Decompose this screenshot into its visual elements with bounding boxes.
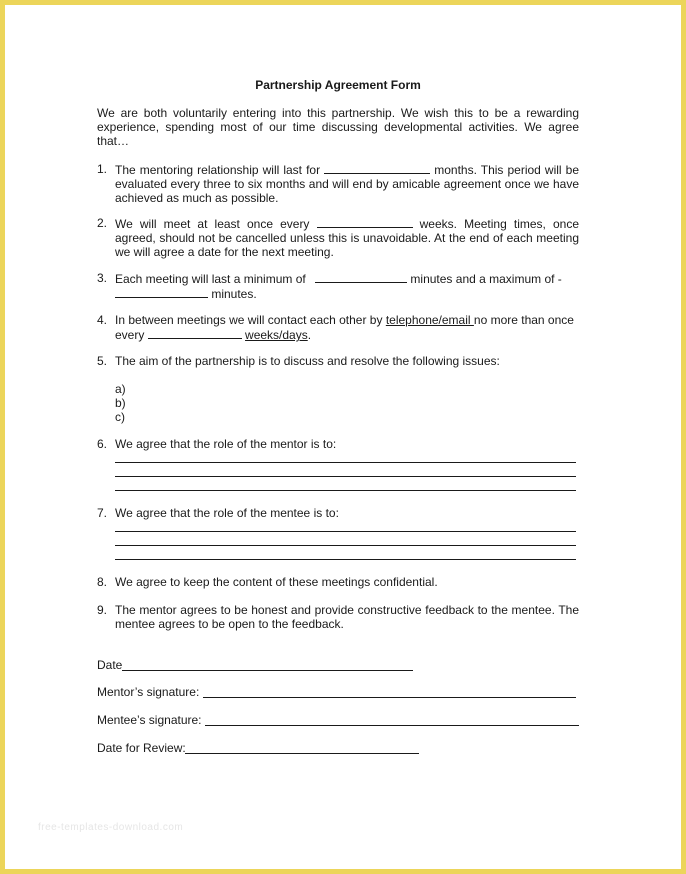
- item-body: We will meet at least once every weeks. Meeting times, once agreed, should not be cancelled unless this is unavoidable. At the end of each meeting we will agree a date for the next meeting.: [115, 217, 580, 259]
- item-body: We agree that the role of the mentor is to:: [115, 437, 337, 451]
- item-number: 7.: [97, 506, 108, 520]
- list-item-6: [97, 437, 579, 451]
- item-body: Each meeting will last a minimum of minutes and a maximum of - minutes.: [115, 272, 562, 301]
- mentor-role-line[interactable]: [115, 490, 576, 491]
- item-number: 3.: [97, 271, 108, 285]
- watermark: free-templates-download.com: [38, 822, 184, 833]
- mentee-signature-line[interactable]: [205, 725, 579, 726]
- mentee-role-line[interactable]: [115, 545, 576, 546]
- list-item-5: [97, 354, 579, 368]
- item-body: We agree to keep the content of these meetings confidential.: [115, 575, 438, 589]
- list-item-7: [97, 506, 579, 520]
- date-line[interactable]: [122, 670, 413, 671]
- mentor-role-line[interactable]: [115, 462, 576, 463]
- item-body: The mentor agrees to be honest and provide constructive feedback to the mentee. The mentee agrees to be open to the feedback.: [115, 603, 579, 631]
- frequency-unit-option[interactable]: weeks/days: [245, 328, 308, 342]
- item-body: The aim of the partnership is to discuss and resolve the following issues:: [115, 354, 500, 368]
- review-date-line[interactable]: [185, 753, 419, 754]
- minimum-minutes-blank[interactable]: [315, 271, 407, 283]
- mentee-role-line[interactable]: [115, 559, 576, 560]
- mentor-signature-label: Mentor’s signature:: [97, 685, 200, 699]
- contact-method-option[interactable]: telephone/email: [385, 313, 474, 327]
- list-item-4: [97, 313, 579, 342]
- list-item-3: [97, 271, 579, 301]
- date-label: Date: [97, 658, 123, 672]
- weeks-blank[interactable]: [317, 216, 413, 228]
- mentee-role-line[interactable]: [115, 531, 576, 532]
- issue-c: c): [115, 410, 125, 424]
- list-item-9: [97, 603, 579, 631]
- item-number: 8.: [97, 575, 108, 589]
- item-number: 4.: [97, 313, 108, 327]
- frequency-blank[interactable]: [148, 327, 242, 339]
- item-number: 6.: [97, 437, 108, 451]
- issue-a: a): [115, 382, 126, 396]
- mentor-role-line[interactable]: [115, 476, 576, 477]
- item-number: 2.: [97, 216, 108, 230]
- issue-b: b): [115, 396, 126, 410]
- item-number: 9.: [97, 603, 108, 617]
- item-number: 5.: [97, 354, 108, 368]
- list-item-8: [97, 575, 579, 589]
- review-date-label: Date for Review:: [97, 741, 186, 755]
- list-item-2: [97, 216, 579, 259]
- mentor-signature-line[interactable]: [203, 697, 576, 698]
- item-number: 1.: [97, 162, 108, 176]
- maximum-minutes-blank[interactable]: [115, 286, 208, 298]
- intro-paragraph: We are both voluntarily entering into this partnership. We wish this to be a rewarding experience, spending most of our time discussing developmental activities. We agree that…: [97, 106, 579, 148]
- mentee-signature-label: Mentee’s signature:: [97, 713, 202, 727]
- item-body: The mentoring relationship will last for months. This period will be evaluated every three to six months and will end by amicable agreement once we have achieved as much as possible.: [115, 163, 579, 205]
- document-title: Partnership Agreement Form: [255, 78, 421, 92]
- list-item-1: [97, 162, 579, 205]
- item-body: In between meetings we will contact each other by telephone/email no more than once every weeks/days.: [115, 313, 574, 342]
- item-body: We agree that the role of the mentee is to:: [115, 506, 339, 520]
- months-blank[interactable]: [324, 162, 430, 174]
